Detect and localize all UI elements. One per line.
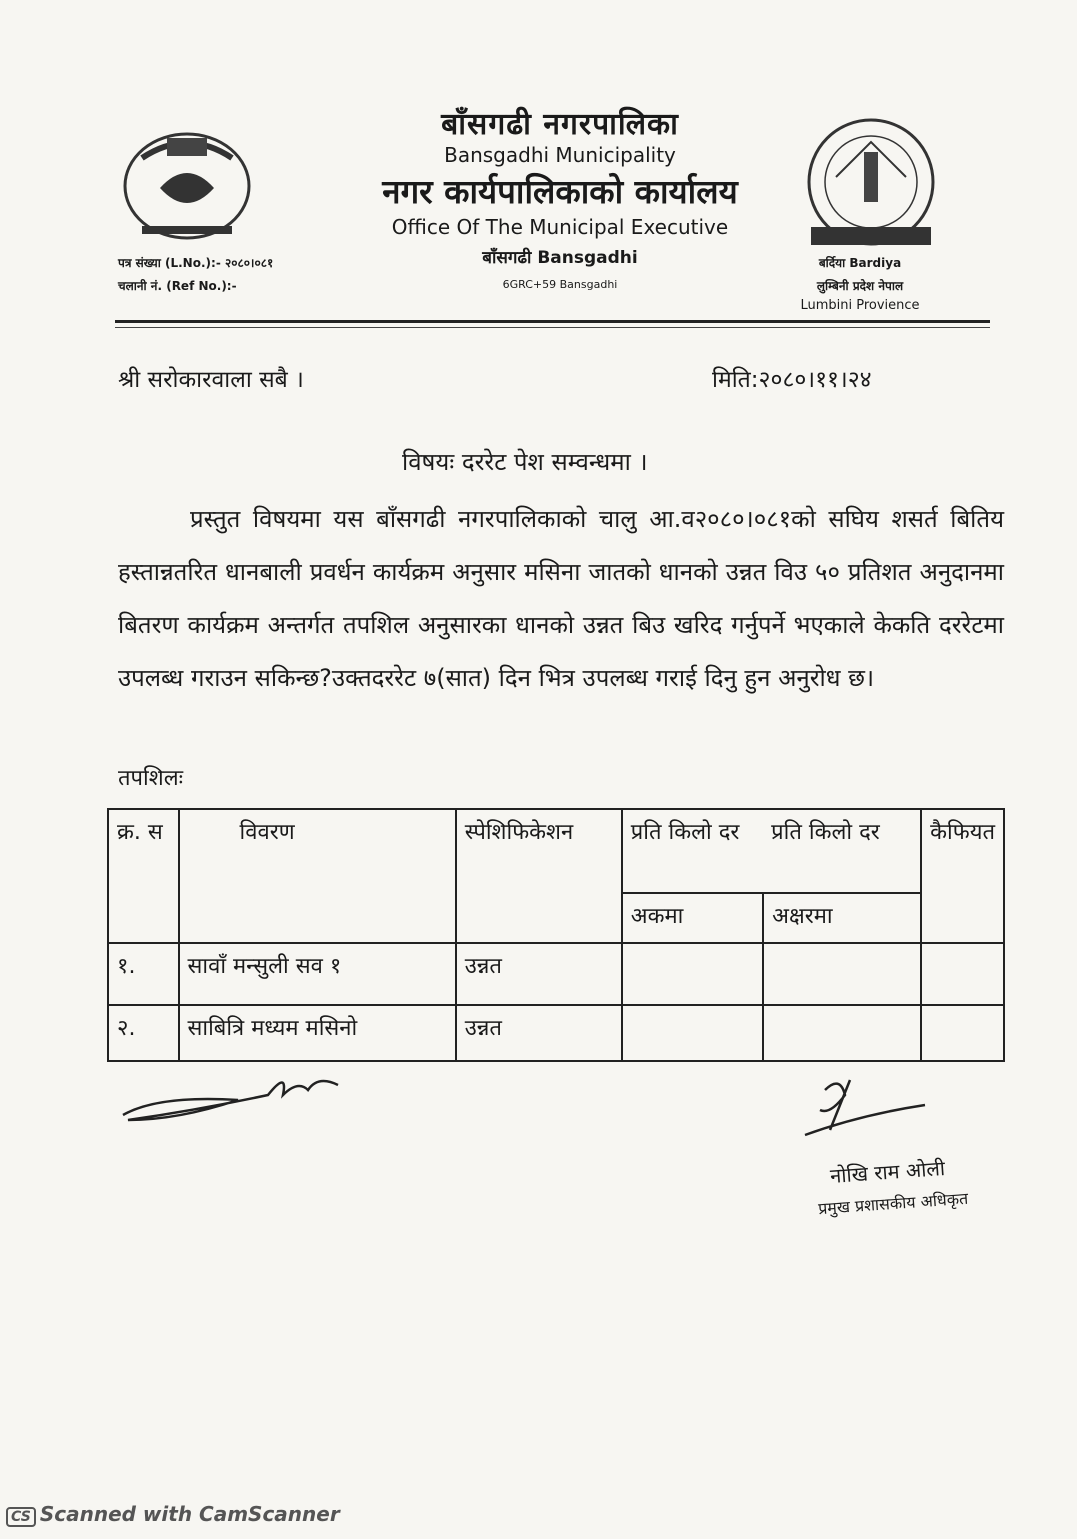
reference-number: चलानी नं. (Ref No.):- bbox=[118, 279, 237, 293]
row-sn: १. bbox=[108, 943, 179, 1005]
row-remarks bbox=[921, 1005, 1004, 1061]
row-specification: उन्नत bbox=[456, 1005, 622, 1061]
municipality-name-en: Bansgadhi Municipality bbox=[444, 143, 676, 167]
header-description: विवरण bbox=[179, 809, 456, 943]
letter-date: मिति:२०८०।११।२४ bbox=[712, 367, 872, 393]
row-rate-figures bbox=[622, 943, 763, 1005]
row-description: सावाँ मन्सुली सव १ bbox=[179, 943, 456, 1005]
letter-body bbox=[118, 493, 1004, 705]
schedule-label: तपशिलः bbox=[118, 766, 184, 791]
addressee: श्री सरोकारवाला सबै । bbox=[118, 367, 304, 393]
signatory-title: प्रमुख प्रशासकीय अधिकृत bbox=[817, 1188, 969, 1219]
scanner-watermark bbox=[6, 1502, 340, 1527]
camscanner-logo-icon: CS bbox=[6, 1507, 36, 1527]
office-name-np: नगर कार्यपालिकाको कार्यालय bbox=[382, 172, 738, 211]
province-np: लुम्बिनी प्रदेश नेपाल bbox=[816, 279, 904, 293]
header-rate-2: प्रति किलो दर bbox=[763, 809, 921, 893]
table-row bbox=[108, 943, 1004, 1005]
header-divider bbox=[115, 320, 990, 323]
letter-number: पत्र संख्या (L.No.):- २०८०।०८१ bbox=[118, 256, 274, 270]
header-remarks: कैफियत bbox=[921, 809, 1004, 943]
municipality-name-np: बाँसगढी नगरपालिका bbox=[441, 107, 679, 142]
plus-code: 6GRC+59 Bansgadhi bbox=[502, 278, 618, 291]
office-address: बाँसगढी Bansgadhi bbox=[482, 248, 638, 268]
header-in-figures: अकमा bbox=[622, 893, 763, 943]
header-divider-thin bbox=[115, 327, 990, 328]
row-description: साबित्रि मध्यम मसिनो bbox=[179, 1005, 456, 1061]
province-en: Lumbini Provience bbox=[800, 298, 920, 313]
signatory-name: नोखि राम ओली bbox=[829, 1156, 946, 1188]
signature-left-icon bbox=[118, 1060, 358, 1130]
header-in-words: अक्षरमा bbox=[763, 893, 921, 943]
row-rate-figures bbox=[622, 1005, 763, 1061]
table-row bbox=[108, 1005, 1004, 1061]
header-rate-1: प्रति किलो दर bbox=[622, 809, 763, 893]
header-specification: स्पेशिफिकेशन bbox=[456, 809, 622, 943]
scanner-text: Scanned with CamScanner bbox=[39, 1502, 340, 1526]
district: बर्दिया Bardiya bbox=[818, 256, 902, 270]
row-rate-words bbox=[763, 1005, 921, 1061]
letter-subject: विषयः दररेट पेश सम्वन्धमा । bbox=[402, 448, 648, 476]
row-sn: २. bbox=[108, 1005, 179, 1061]
header-sn: क्र. स bbox=[108, 809, 179, 943]
letter-body-text: प्रस्तुत विषयमा यस बाँसगढी नगरपालिकाको चालु आ.व२०८०।०८१को सघिय शसर्त बितिय हस्तान्नतरित धानबाली प्रवर्धन कार्यक्रम अनुसार मसिना जातको धानको उन्नत विउ ५० प्रतिशत अनुदानमा बितरण कार्यक्रम अन्तर्गत तपशिल अनुसारका धानको उन्नत बिउ खरिद गर्नुपर्ने भएकाले केकति दररेटमा उपलब्ध गराउन सकिन्छ?उक्तदररेट ७(सात) दिन भित्र उपलब्ध गराई दिनु हुन अनुरोध छ। bbox=[118, 505, 1004, 692]
nepal-emblem-icon bbox=[112, 118, 262, 248]
row-specification: उन्नत bbox=[456, 943, 622, 1005]
row-rate-words bbox=[763, 943, 921, 1005]
office-name-en: Office Of The Municipal Executive bbox=[391, 215, 729, 239]
signature-right-icon bbox=[800, 1070, 940, 1150]
schedule-table bbox=[107, 808, 1005, 1062]
row-remarks bbox=[921, 943, 1004, 1005]
